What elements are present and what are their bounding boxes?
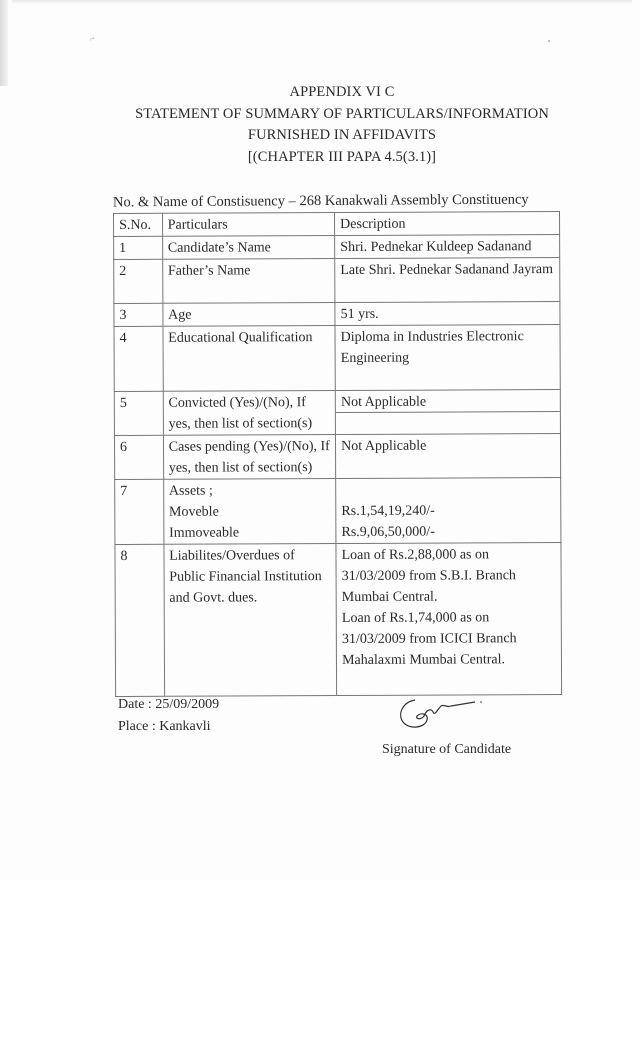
statement-title: STATEMENT OF SUMMARY OF PARTICULARS/INFORMATION (135, 105, 549, 122)
row-description (335, 390, 560, 435)
table-row (114, 258, 560, 304)
row-sno: 7 (115, 479, 164, 544)
statement-subtitle: FURNISHED IN AFFIDAVITS (247, 127, 437, 143)
row-sno: 2 (114, 259, 163, 303)
row-description: Late Shri. Pednekar Sadanand Jayram (335, 258, 560, 303)
footer-details (118, 694, 219, 738)
row-sno: 5 (114, 391, 163, 435)
row-particulars: Cases pending (Yes)/(No), If yes, then list of section(s) (163, 435, 336, 480)
row-particulars: Liabilites/Overdues of Public Financial Institution and Govt. dues. (164, 544, 337, 697)
signature-image (395, 692, 485, 732)
table-header-row (114, 212, 560, 237)
row-sno: 3 (114, 303, 163, 326)
row-description-text: Not Applicable (336, 391, 560, 413)
row-sno: 1 (114, 236, 163, 259)
document-header (0, 82, 640, 168)
header-particulars: Particulars (162, 213, 335, 237)
moveable-value: Rs.1,54,19,240/- (341, 503, 435, 520)
chapter-reference: [(CHAPTER III PAPA 4.5(3.1)] (247, 148, 437, 165)
scan-mark: ~ (87, 33, 98, 46)
place-line: Place : Kankavli (118, 719, 211, 734)
immoveable-value: Rs.9,06,50,000/- (341, 524, 435, 541)
signature-stroke (401, 700, 475, 727)
date-line: Date : 25/09/2009 (118, 697, 220, 712)
row-description (336, 478, 561, 544)
row-particulars (163, 479, 336, 545)
constituency-line: No. & Name of Constisuency – 268 Kanakwali Assembly Constituency (112, 191, 529, 211)
row-particulars: Convicted (Yes)/(No), If yes, then list of section(s) (163, 391, 336, 436)
signature-dot (480, 701, 482, 703)
assets-title: Assets ; (168, 483, 213, 499)
page-bottom (0, 880, 640, 1040)
row-description: 51 yrs. (335, 302, 560, 326)
row-particulars: Candidate’s Name (162, 236, 335, 260)
immoveable-label: Immoveable (169, 525, 240, 541)
row-particulars: Educational Qualification (163, 326, 336, 392)
loan-icici: Loan of Rs.1,74,000 as on 31/03/2009 from ICICI Branch Mahalaxmi Mumbai Central. (341, 610, 517, 669)
appendix-title: APPENDIX VI C (289, 84, 395, 100)
row-particulars: Age (163, 303, 336, 327)
row-description (336, 543, 562, 696)
header-sno: S.No. (114, 213, 163, 236)
table-row (114, 235, 560, 260)
table-row (114, 390, 560, 436)
scan-edge (0, 0, 8, 86)
scan-dot (548, 40, 550, 42)
affidavit-table (113, 211, 562, 697)
row-description: Diploma in Industries Electronic Engineering (335, 325, 560, 391)
row-sno: 6 (114, 435, 163, 479)
signature-caption: Signature of Candidate (382, 742, 512, 757)
row-description: Shri. Pednekar Kuldeep Sadanand (335, 235, 560, 259)
moveable-label: Moveble (168, 504, 219, 520)
row-particulars: Father’s Name (162, 259, 335, 304)
table-row (114, 325, 560, 392)
row-description: Not Applicable (336, 434, 561, 479)
header-description: Description (335, 212, 560, 236)
row-sno: 4 (114, 326, 163, 391)
table-row (115, 478, 561, 545)
scan-edge-top (12, 0, 632, 4)
table-row (114, 302, 560, 327)
table-row (115, 543, 562, 697)
table-row (114, 434, 560, 480)
row-sno: 8 (115, 544, 164, 696)
loan-sbi: Loan of Rs.2,88,000 as on 31/03/2009 from S.B.I. Branch Mumbai Central. (341, 547, 516, 606)
